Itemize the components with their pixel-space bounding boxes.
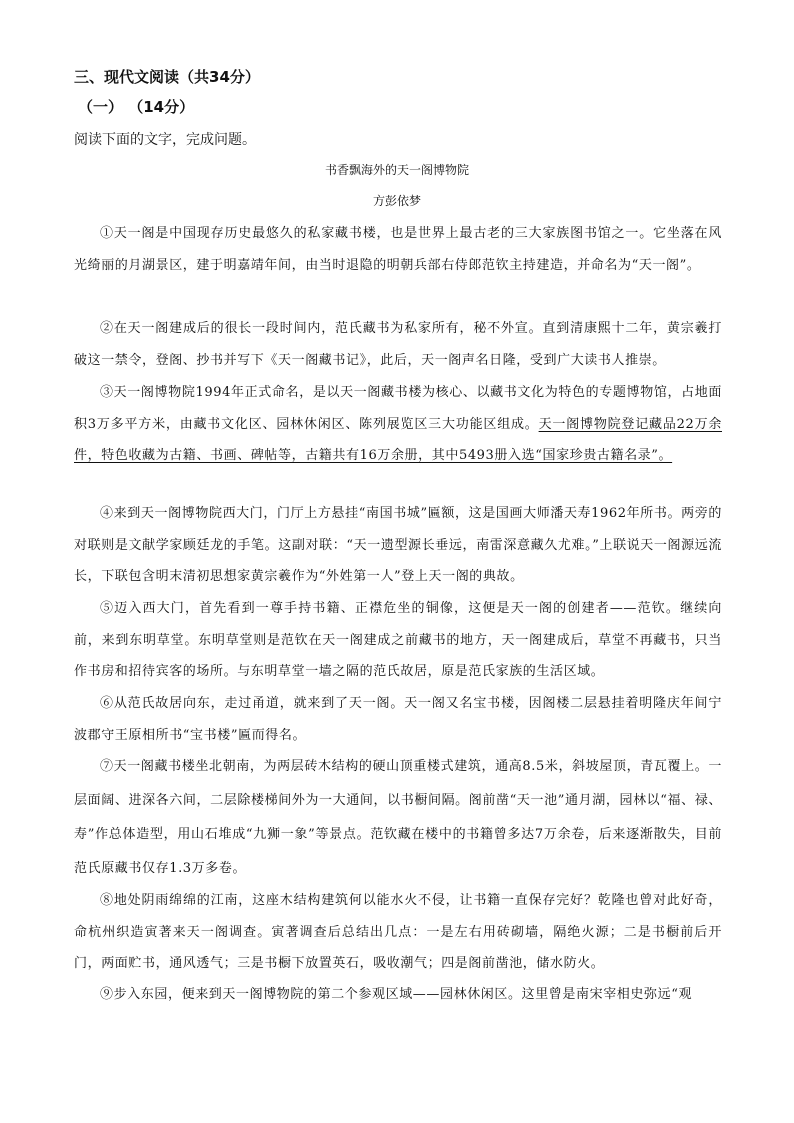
underlined-sentence: 天一阁博物院登记藏品22万余件，特色收藏为古籍、书画、碑帖等，古籍共有16万余册，其中5493册入选“国家珍贵古籍名录”。 <box>74 416 722 464</box>
paragraph-8: ⑧地处阴雨绵绵的江南，这座木结构建筑何以能水火不侵，让书籍一直保存完好？乾隆也曾对此好奇，命杭州织造寅著来天一阁调查。寅著调查后总结出几点：一是左右用砖砌墙，隔绝火源；二是书橱前后开门，两面贮书，通风透气；三是书橱下放置英石，吸收潮气；四是阁前凿池，储水防火。 <box>74 893 722 972</box>
paragraph-5: ⑤迈入西大门，首先看到一尊手持书籍、正襟危坐的铜像，这便是天一阁的创建者——范钦。继续向前，来到东明草堂。东明草堂则是范钦在天一阁建成之前藏书的地方，天一阁建成后，草堂不再藏书，只当作书房和招待宾客的场所。与东明草堂一墙之隔的范氏故居，原是范氏家族的生活区域。 <box>74 601 722 680</box>
paragraph-1: ①天一阁是中国现存历史最悠久的私家藏书楼，也是世界上最古老的三大家族图书馆之一。它坐落在风光绮丽的月湖景区，建于明嘉靖年间，由当时退隐的明朝兵部右侍郎范钦主持建造，并命名为“天一阁”。 <box>74 226 722 273</box>
article-author: 方彭依梦 <box>372 194 421 208</box>
section-title: 三、现代文阅读（共34分） <box>74 68 260 86</box>
part-heading: （一） （14分） <box>78 98 195 116</box>
paragraph-7: ⑦天一阁藏书楼坐北朝南，为两层砖木结构的硬山顶重楼式建筑，通高8.5米，斜坡屋顶，青瓦覆上。一层面阔、进深各六间，二层除楼梯间外为一大通间，以书橱间隔。阁前凿“天一池”通月湖，园林以“福、禄、寿”作总体造型，用山石堆成“九狮一象”等景点。范钦藏在楼中的书籍曾多达7万余卷，后来逐渐散失，目前范氏原藏书仅存1.3万多卷。 <box>74 759 722 876</box>
article-title: 书香飘海外的天一阁博物院 <box>324 163 469 177</box>
paragraph-3-text: ③天一阁博物院1994年正式命名，是以天一阁藏书楼为核心、以藏书文化为特色的专题博物馆，占地面积3万多平方米，由藏书文化区、园林休闲区、陈列展览区三大功能区组成。 <box>74 385 722 432</box>
paragraph-2: ②在天一阁建成后的很长一段时间内，范氏藏书为私家所有，秘不外宣。直到清康熙十二年，黄宗羲打破这一禁令，登阁、抄书并写下《天一阁藏书记》，此后，天一阁声名日隆，受到广大读书人推崇。 <box>74 321 722 368</box>
paragraph-4: ④来到天一阁博物院西大门，门厅上方悬挂“南国书城”匾额，这是国画大师潘天寿1962年所书。两旁的对联则是文献学家顾廷龙的手笔。这副对联：“天一遗型源长垂远，南雷深意藏久尤难。”上联说天一阁源远流长，下联包含明末清初思想家黄宗羲作为“外姓第一人”登上天一阁的典故。 <box>74 506 722 585</box>
paragraph-3 <box>74 377 722 472</box>
instruction-text: 阅读下面的文字，完成问题。 <box>74 132 256 148</box>
paragraph-9: ⑨步入东园，便来到天一阁博物院的第二个参观区域——园林休闲区。这里曾是南宋宰相史弥远“观 <box>100 987 693 1002</box>
paragraph-6: ⑥从范氏故居向东，走过甬道，就来到了天一阁。天一阁又名宝书楼，因阁楼二层悬挂着明隆庆年间宁波郡守王原相所书“宝书楼”匾而得名。 <box>74 696 722 743</box>
